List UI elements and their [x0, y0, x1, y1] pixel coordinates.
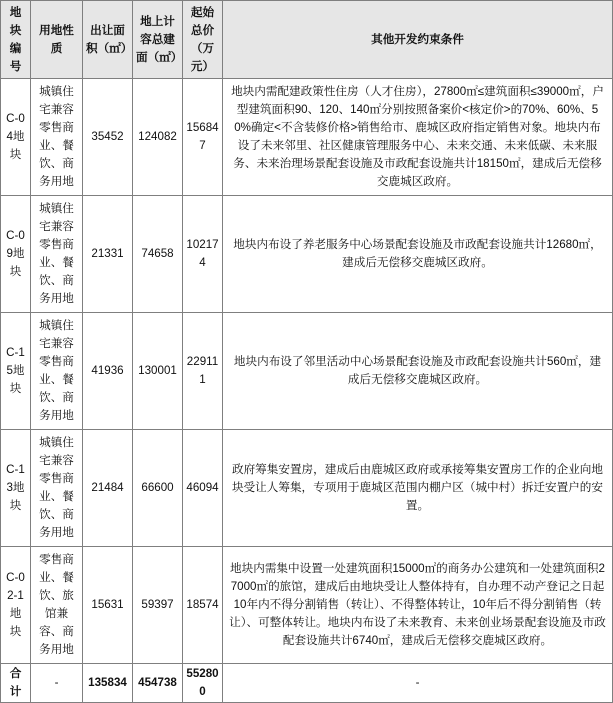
land-use: 零售商业、餐饮、旅馆兼容、商务用地	[31, 547, 83, 664]
conditions: 地块内需配建政策性住房（人才住房），27800㎡≤建筑面积≤39000㎡，户型建筑面积90、120、140㎡分别按照备案价<核定价>的70%、60%、50%确定<不含装修价格>销售给市、鹿城区政府指定销售对象。地块内布设了未来邻里、社区健康管理服务中心、未来交通、未来低碳、未来服务、未来治理场景配套设施及市政配套设施共计18150㎡，建成后无偿移交鹿城区政府。	[223, 79, 613, 196]
start-price: 229111	[183, 313, 223, 430]
header-transfer-area: 出让面积（㎡）	[83, 1, 133, 79]
floor-area: 74658	[133, 196, 183, 313]
table-row	[1, 547, 613, 664]
table-row	[1, 430, 613, 547]
land-use: 城镇住宅兼容零售商业、餐饮、商务用地	[31, 430, 83, 547]
parcel-id: C-04地块	[1, 79, 31, 196]
parcel-id: C-09地块	[1, 196, 31, 313]
conditions: 地块内布设了养老服务中心场景配套设施及市政配套设施共计12680㎡，建成后无偿移交鹿城区政府。	[223, 196, 613, 313]
total-land-use: -	[31, 664, 83, 703]
floor-area: 130001	[133, 313, 183, 430]
table-row	[1, 79, 613, 196]
total-floor-area: 454738	[133, 664, 183, 703]
header-start-price: 起始总价（万元）	[183, 1, 223, 79]
transfer-area: 15631	[83, 547, 133, 664]
header-floor-area: 地上计容总建面（㎡）	[133, 1, 183, 79]
total-transfer-area: 135834	[83, 664, 133, 703]
start-price: 102174	[183, 196, 223, 313]
start-price: 156847	[183, 79, 223, 196]
transfer-area: 21484	[83, 430, 133, 547]
total-start-price: 552800	[183, 664, 223, 703]
parcel-id: C-02-1地块	[1, 547, 31, 664]
header-parcel-id: 地块编号	[1, 1, 31, 79]
floor-area: 66600	[133, 430, 183, 547]
header-conditions: 其他开发约束条件	[223, 1, 613, 79]
start-price: 46094	[183, 430, 223, 547]
total-conditions: -	[223, 664, 613, 703]
land-use: 城镇住宅兼容零售商业、餐饮、商务用地	[31, 196, 83, 313]
transfer-area: 35452	[83, 79, 133, 196]
start-price: 18574	[183, 547, 223, 664]
parcel-id: C-13地块	[1, 430, 31, 547]
total-label: 合计	[1, 664, 31, 703]
conditions: 政府筹集安置房，建成后由鹿城区政府或承接筹集安置房工作的企业向地块受让人筹集，专项用于鹿城区范围内棚户区（城中村）拆迁安置户的安置。	[223, 430, 613, 547]
table-row	[1, 196, 613, 313]
land-use: 城镇住宅兼容零售商业、餐饮、商务用地	[31, 79, 83, 196]
floor-area: 124082	[133, 79, 183, 196]
land-use: 城镇住宅兼容零售商业、餐饮、商务用地	[31, 313, 83, 430]
header-row	[1, 1, 613, 79]
conditions: 地块内布设了邻里活动中心场景配套设施及市政配套设施共计560㎡，建成后无偿移交鹿城区政府。	[223, 313, 613, 430]
header-land-use: 用地性质	[31, 1, 83, 79]
transfer-area: 21331	[83, 196, 133, 313]
total-row	[1, 664, 613, 703]
transfer-area: 41936	[83, 313, 133, 430]
parcel-id: C-15地块	[1, 313, 31, 430]
floor-area: 59397	[133, 547, 183, 664]
table-row	[1, 313, 613, 430]
conditions: 地块内需集中设置一处建筑面积15000㎡的商务办公建筑和一处建筑面积27000㎡的旅馆，建成后由地块受让人整体持有，自办理不动产登记之日起10年内不得分割销售（转让）、不得整体转让，10年后不得分割销售（转让）、可整体转让。地块内布设了未来教育、未来创业场景配套设施及市政配套设施共计6740㎡，建成后无偿移交鹿城区政府。	[223, 547, 613, 664]
